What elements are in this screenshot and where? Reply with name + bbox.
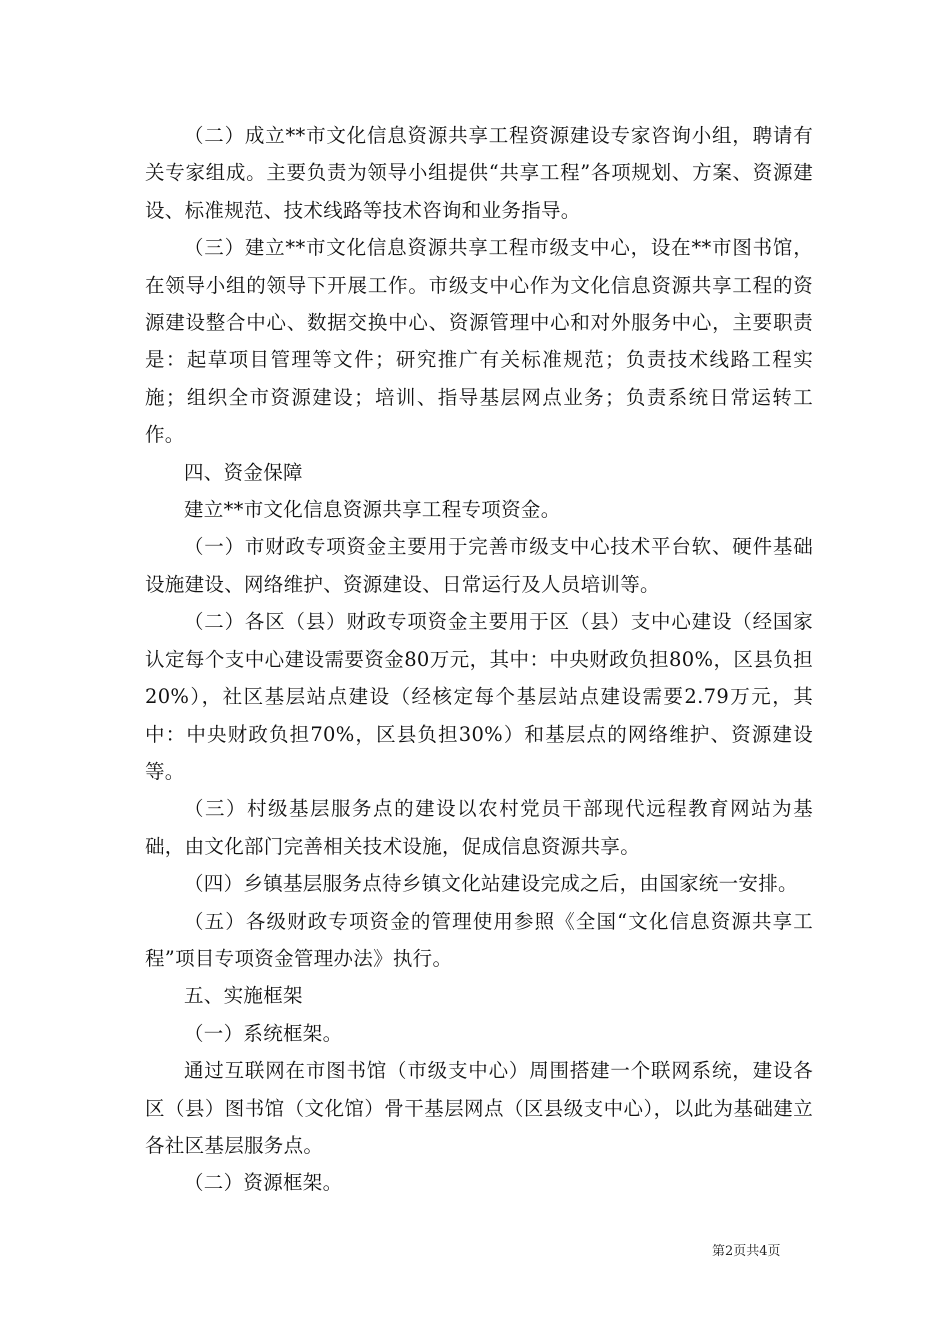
section-heading: 五、实施框架 bbox=[184, 984, 303, 1008]
page-number: 第2页共4页 bbox=[712, 1244, 781, 1259]
subsection-heading: （二）资源框架。 bbox=[184, 1171, 343, 1195]
paragraph: （二）各区（县）财政专项资金主要用于区（县）支中心建设（经国家认定每个支中心建设需要资金80万元，其中：中央财政负担80%，区县负担20%），社区基层站点建设（经核定每个基层站点建设需要2.79万元，其中：中央财政负担70%，区县负担30%）和基层点的网络维护、资源建设等。 bbox=[145, 610, 813, 783]
paragraph: 建立**市文化信息资源共享工程专项资金。 bbox=[184, 498, 561, 522]
paragraph: （三）建立**市文化信息资源共享工程市级支中心，设在**市图书馆，在领导小组的领导下开展工作。市级支中心作为文化信息资源共享工程的资源建设整合中心、数据交换中心、资源管理中心和对外服务中心，主要职责是：起草项目管理等文件；研究推广有关标准规范；负责技术线路工程实施；组织全市资源建设；培训、指导基层网点业务；负责系统日常运转工作。 bbox=[145, 236, 813, 447]
document-body bbox=[145, 117, 813, 1202]
subsection-heading: （一）系统框架。 bbox=[184, 1021, 343, 1045]
paragraph: 通过互联网在市图书馆（市级支中心）周围搭建一个联网系统，建设各区（县）图书馆（文化馆）骨干基层网点（区县级支中心），以此为基础建立各社区基层服务点。 bbox=[145, 1059, 813, 1157]
section-heading: 四、资金保障 bbox=[184, 460, 303, 484]
paragraph: （四）乡镇基层服务点待乡镇文化站建设完成之后，由国家统一安排。 bbox=[184, 872, 798, 896]
paragraph: （三）村级基层服务点的建设以农村党员干部现代远程教育网站为基础，由文化部门完善相关技术设施，促成信息资源共享。 bbox=[145, 797, 813, 858]
paragraph: （二）成立**市文化信息资源共享工程资源建设专家咨询小组，聘请有关专家组成。主要负责为领导小组提供“共享工程”各项规划、方案、资源建设、标准规范、技术线路等技术咨询和业务指导。 bbox=[145, 124, 813, 222]
paragraph: （一）市财政专项资金主要用于完善市级支中心技术平台软、硬件基础设施建设、网络维护、资源建设、日常运行及人员培训等。 bbox=[145, 535, 813, 596]
paragraph: （五）各级财政专项资金的管理使用参照《全国“文化信息资源共享工程”项目专项资金管理办法》执行。 bbox=[145, 909, 813, 970]
